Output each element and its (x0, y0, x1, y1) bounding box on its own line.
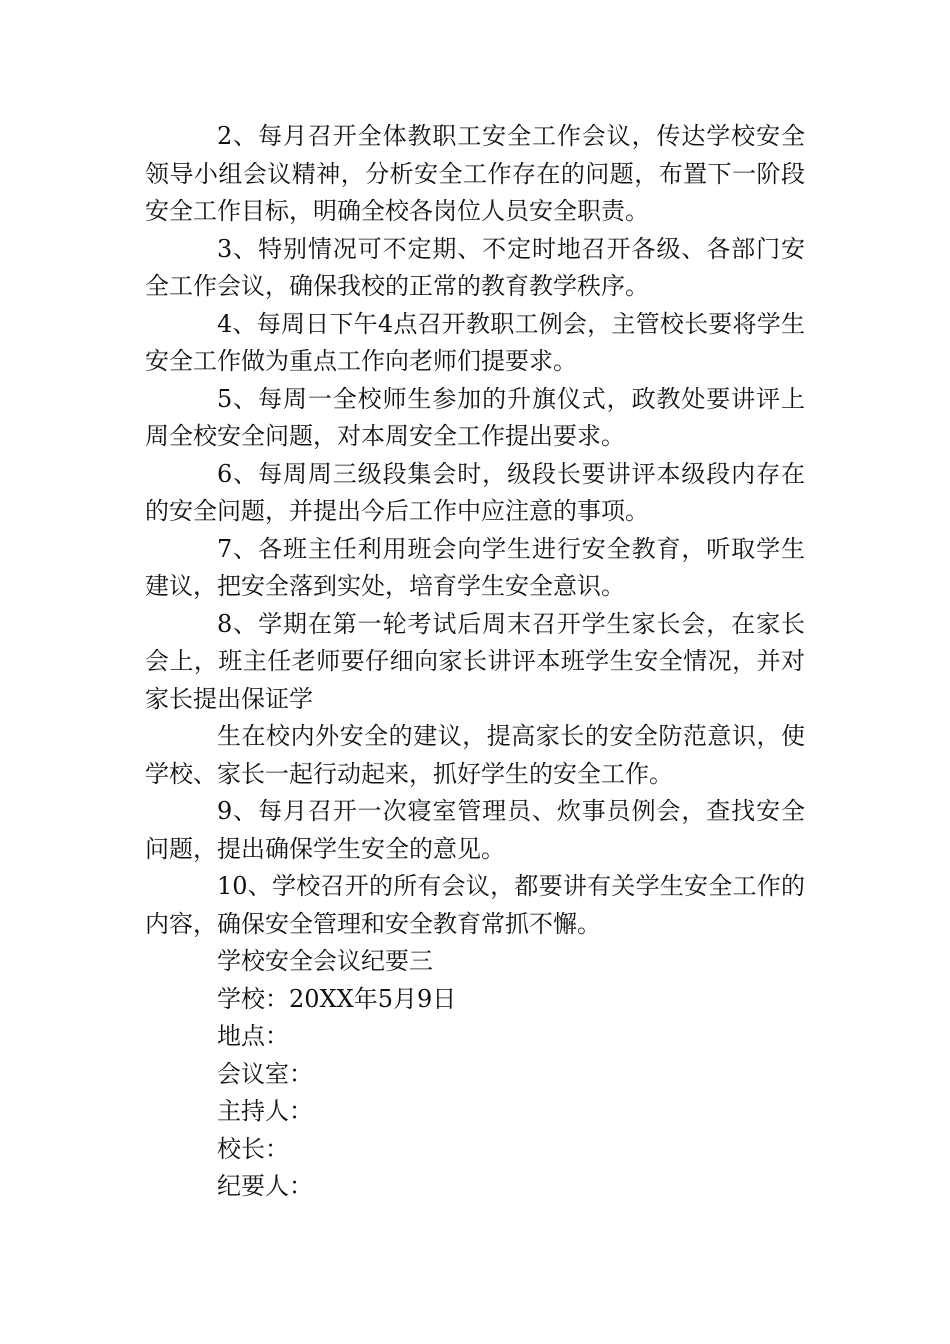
paragraph-item-10: 10、学校召开的所有会议，都要讲有关学生安全工作的内容，确保安全管理和安全教育常抓不懈。 (145, 872, 805, 938)
minutes-room: 会议室： (217, 1059, 313, 1088)
paragraph-item-9: 9、每月召开一次寝室管理员、炊事员例会，查找安全问题，提出确保学生安全的意见。 (145, 797, 805, 863)
paragraph-item-7: 7、各班主任利用班会向学生进行安全教育，听取学生建议，把安全落到实处，培育学生安全意识。 (145, 534, 805, 600)
minutes-title: 学校安全会议纪要三 (217, 947, 433, 975)
paragraph-item-2: 2、每月召开全体教职工安全工作会议，传达学校安全领导小组会议精神，分析安全工作存在的问题，布置下一阶段安全工作目标，明确全校各岗位人员安全职责。 (145, 122, 805, 225)
paragraph-item-8-continued: 生在校内外安全的建议，提高家长的安全防范意识，使学校、家长一起行动起来，抓好学生的安全工作。 (145, 722, 805, 788)
paragraph-item-6: 6、每周周三级段集会时，级段长要讲评本级段内存在的安全问题，并提出今后工作中应注意的事项。 (145, 459, 805, 525)
paragraph-item-8: 8、学期在第一轮考试后周末召开学生家长会，在家长会上，班主任老师要仔细向家长讲评本班学生安全情况，并对家长提出保证学 (145, 609, 805, 713)
minutes-host: 主持人： (217, 1097, 313, 1125)
paragraph-item-4: 4、每周日下午4点召开教职工例会，主管校长要将学生安全工作做为重点工作向老师们提要求。 (145, 309, 805, 375)
minutes-school-date: 学校：20XX年5月9日 (217, 984, 457, 1013)
document-body (145, 118, 805, 1206)
minutes-location: 地点： (217, 1022, 289, 1050)
minutes-principal: 校长： (217, 1134, 289, 1163)
minutes-recorder: 纪要人： (217, 1172, 313, 1200)
paragraph-item-5: 5、每周一全校师生参加的升旗仪式，政教处要讲评上周全校安全问题，对本周安全工作提出要求。 (145, 384, 805, 450)
paragraph-item-3: 3、特别情况可不定期、不定时地召开各级、各部门安全工作会议，确保我校的正常的教育教学秩序。 (145, 234, 805, 300)
